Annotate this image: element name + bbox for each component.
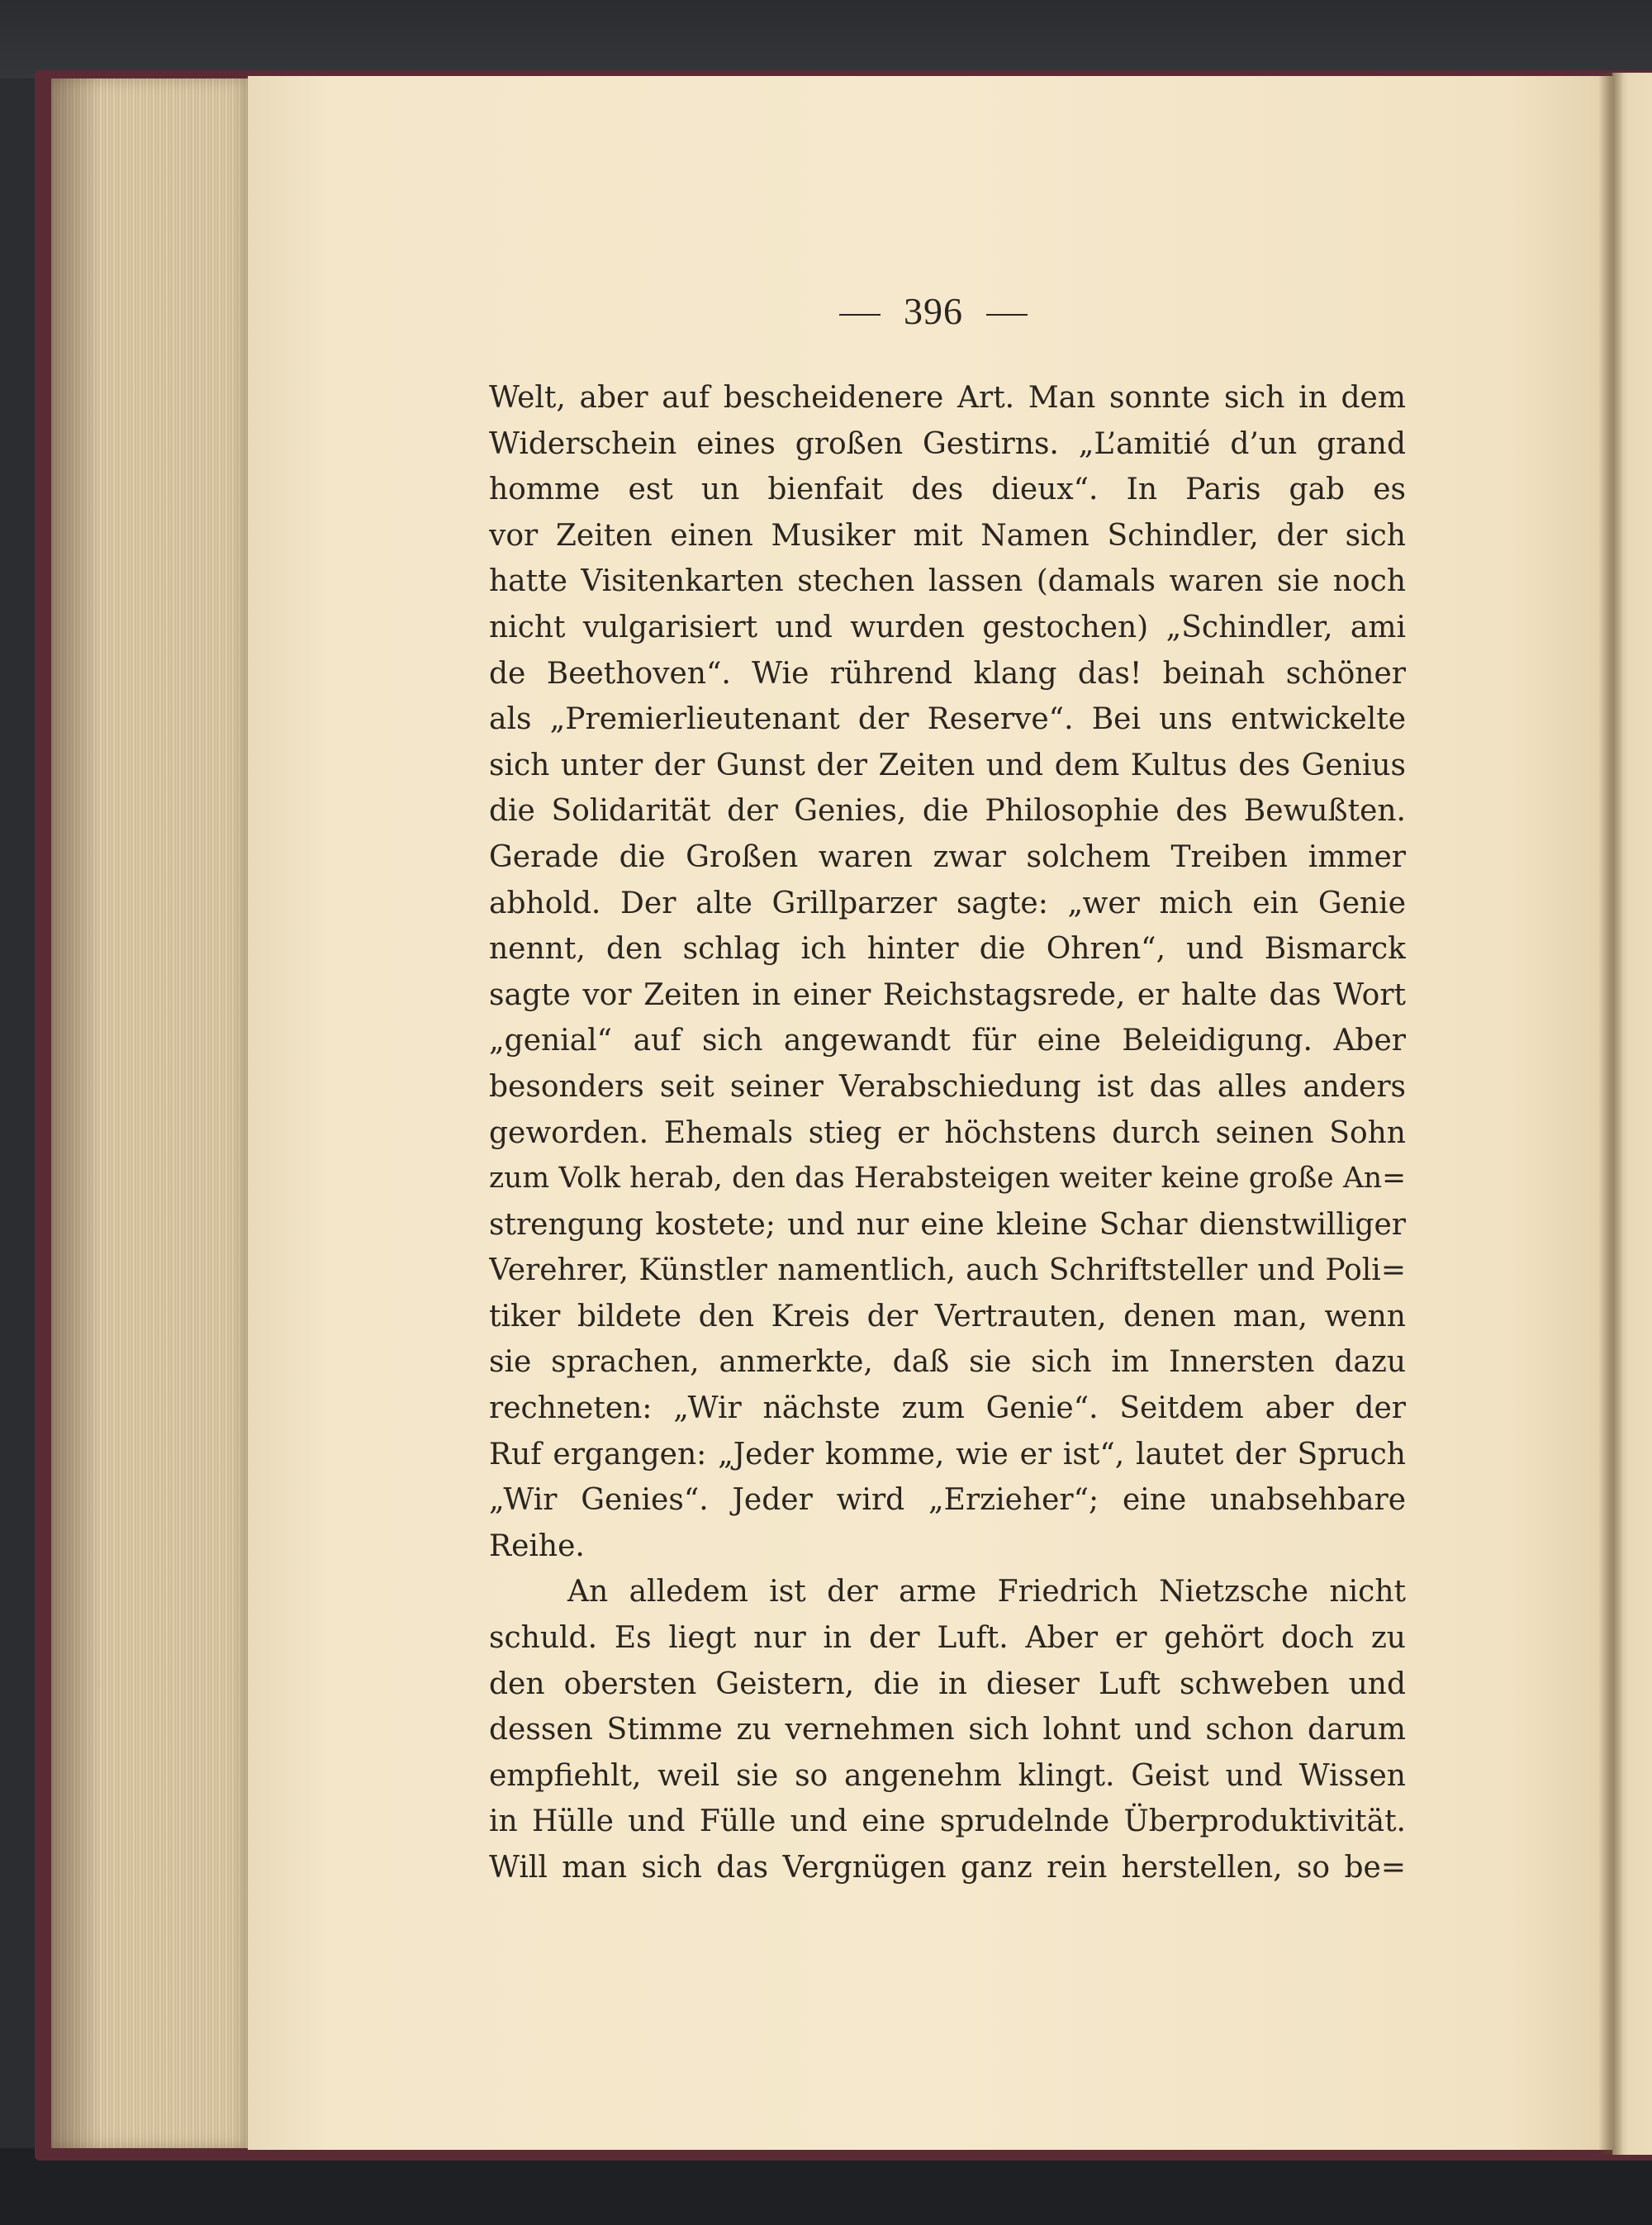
header-dash-right	[986, 314, 1028, 316]
text-line-22: sie sprachen, anmerkte, daß sie sich im Innersten dazu	[489, 1345, 1406, 1380]
text-line-8: als „Premierlieutenant der Reserve“. Bei uns entwickelte	[489, 702, 1406, 737]
body-text	[489, 375, 1406, 1891]
text-line-33: Will man sich das Vergnügen ganz rein herstellen, so be=	[489, 1851, 1406, 1885]
header-dash-left	[839, 314, 881, 316]
text-line-7: de Beethoven“. Wie rührend klang das! beinah schöner	[489, 656, 1406, 691]
text-line-14: sagte vor Zeiten in einer Reichstagsrede, er halte das Wort	[489, 977, 1406, 1012]
text-line-16: besonders seit seiner Verabschiedung ist das alles anders	[489, 1069, 1406, 1104]
text-line-6: nicht vulgarisiert und wurden gestochen) „Schindler, ami	[489, 610, 1406, 644]
text-line-20: Verehrer, Künstler namentlich, auch Schriftsteller und Poli=	[489, 1253, 1406, 1288]
text-line-5: hatte Visitenkarten stechen lassen (damals waren sie noch	[489, 564, 1406, 599]
text-line-31: empfiehlt, weil sie so angenehm klingt. Geist und Wissen	[489, 1758, 1406, 1793]
text-line-2: Widerschein eines großen Gestirns. „L’amitié d’un grand	[489, 426, 1406, 461]
text-line-29: den obersten Geistern, die in dieser Luft schweben und	[489, 1666, 1406, 1701]
text-line-11: Gerade die Großen waren zwar solchem Treiben immer	[489, 839, 1406, 874]
text-line-26: Reihe.	[489, 1528, 585, 1563]
text-line-15: „genial“ auf sich angewandt für eine Beleidigung. Aber	[489, 1024, 1406, 1058]
backdrop-top	[0, 0, 1652, 78]
text-line-17: geworden. Ehemals stieg er höchstens durch seinen Sohn	[489, 1115, 1406, 1150]
text-line-25: „Wir Genies“. Jeder wird „Erzieher“; eine unabsehbare	[489, 1483, 1406, 1518]
page-number: 396	[904, 290, 963, 332]
text-line-24: Ruf ergangen: „Jeder komme, wie er ist“, lautet der Spruch	[489, 1437, 1406, 1471]
text-line-9: sich unter der Gunst der Zeiten und dem Kultus des Genius	[489, 748, 1406, 782]
text-line-18: zum Volk herab, den das Herabsteigen weiter keine große An=	[489, 1162, 1406, 1196]
text-line-3: homme est un bienfait des dieux“. In Paris gab es	[489, 473, 1406, 507]
gutter-shadow	[1598, 73, 1623, 2155]
text-line-21: tiker bildete den Kreis der Vertrauten, denen man, wenn	[489, 1299, 1406, 1334]
text-line-10: die Solidarität der Genies, die Philosophie des Bewußten.	[489, 794, 1406, 829]
text-line-13: nennt, den schlag ich hinter die Ohren“, und Bismarck	[489, 932, 1406, 967]
text-line-4: vor Zeiten einen Musiker mit Namen Schindler, der sich	[489, 518, 1406, 553]
text-line-23: rechneten: „Wir nächste zum Genie“. Seitdem aber der	[489, 1391, 1406, 1426]
text-line-12: abhold. Der alte Grillparzer sagte: „wer mich ein Genie	[489, 886, 1406, 920]
page-header	[248, 289, 1619, 333]
text-line-28: schuld. Es liegt nur in der Luft. Aber er gehört doch zu	[489, 1621, 1406, 1656]
text-line-19: strengung kostete; und nur eine kleine Schar dienstwilliger	[489, 1207, 1406, 1242]
text-line-1: Welt, aber auf bescheidenere Art. Man sonnte sich in dem	[489, 381, 1406, 415]
page-edges-shadow	[51, 78, 101, 2148]
text-line-27: An alledem ist der arme Friedrich Nietzsche nicht	[567, 1575, 1406, 1609]
text-line-30: dessen Stimme zu vernehmen sich lohnt und schon darum	[489, 1713, 1406, 1747]
text-line-32: in Hülle und Fülle und eine sprudelnde Überproduktivität.	[489, 1804, 1406, 1839]
